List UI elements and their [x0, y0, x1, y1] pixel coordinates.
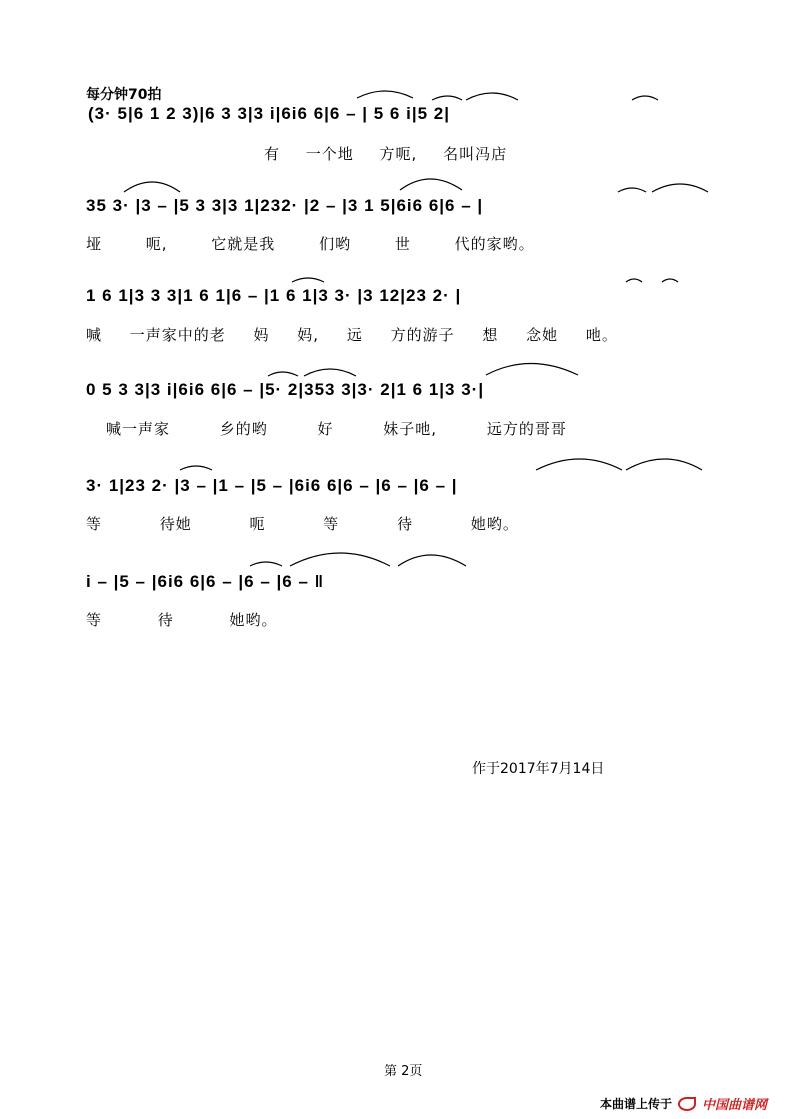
notation-line: 35 3· |3 – |5 3 3|3 1|232· |2 – |3 1 5|6i6 6|6 – |: [86, 196, 484, 215]
tempo-marking: 每分钟70拍: [86, 87, 162, 103]
site-logo-icon: [678, 1097, 696, 1111]
notation-line: 1 6 1|3 3 3|1 6 1|6 – |1 6 1|3 3· |3 12|23 2· |: [86, 286, 462, 305]
notation-line: 0 5 3 3|3 i|6i6 6|6 – |5· 2|353 3|3· 2|1 6 1|3 3·|: [86, 380, 485, 399]
lyric-line: 喊 一声家中的老 妈 妈, 远 方的游子 想 念她 吔。: [86, 326, 618, 344]
lyric-line: 等 待 她哟。: [86, 611, 278, 629]
site-name[interactable]: 中国曲谱网: [702, 1098, 768, 1113]
composition-date: 作于2017年7月14日: [472, 761, 605, 777]
footer-text: 本曲谱上传于: [600, 1097, 673, 1111]
lyric-line: 等 待她 呃 等 待 她哟。: [86, 515, 519, 533]
notation-line: i – |5 – |6i6 6|6 – |6 – |6 – ‖: [86, 572, 325, 591]
notation-line: (3· 5|6 1 2 3)|6 3 3|3 i|6i6 6|6 – | 5 6 i|5 2|: [88, 104, 450, 123]
lyric-line: 喊一声家 乡的哟 好 妹子吔, 远方的哥哥: [106, 420, 567, 438]
page-number: 第 2页: [384, 1064, 423, 1079]
footer-credit: [600, 1094, 767, 1113]
notation-line: 3· 1|23 2· |3 – |1 – |5 – |6i6 6|6 – |6 – |6 – |: [86, 476, 458, 495]
lyric-line: 有 一个地 方呃, 名叫冯店: [264, 145, 508, 163]
lyric-line: 垭 呃, 它就是我 们哟 世 代的家哟。: [86, 235, 535, 253]
